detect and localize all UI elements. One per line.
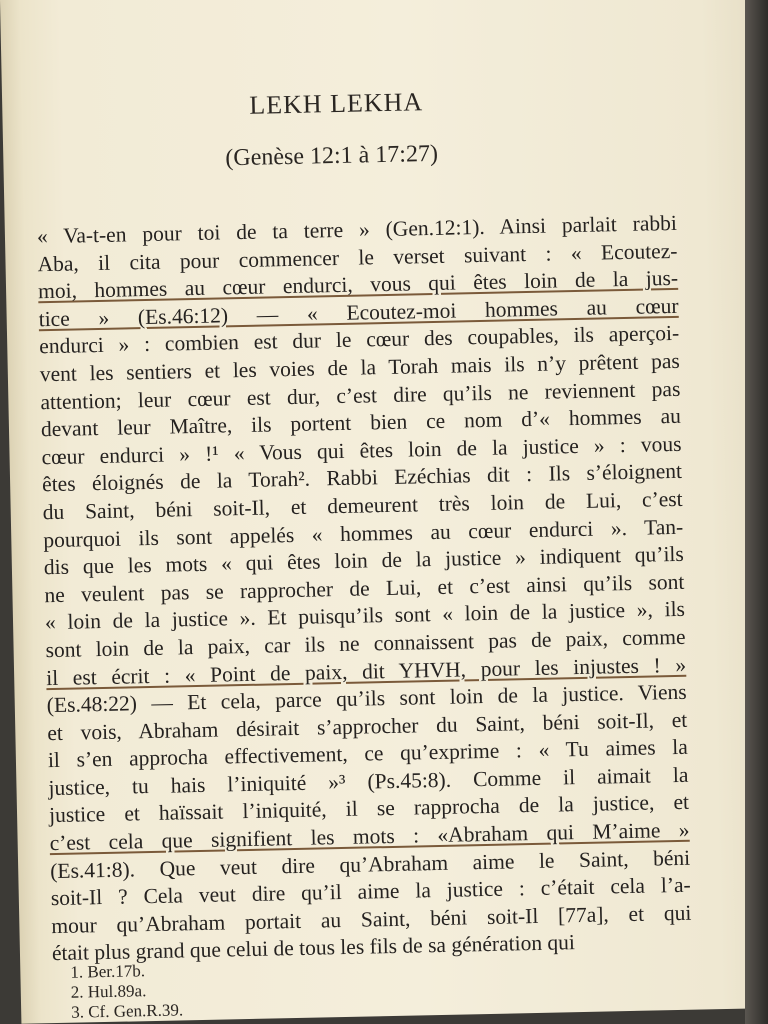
text-line: (Es.41:8). Que veut dire qu’Abraham aime le Saint, béni [49,845,691,883]
text-line: était plus grand que celui de tous les fils de sa génération qui [51,930,576,966]
body-text [37,210,692,968]
text-line: vent les sentiers et les voies de la Torah mais ils n’y prêtent pas [39,348,680,387]
text-line: sont loin de la paix, car ils ne connaissent pas de paix, comme [45,624,686,663]
text-line: il s’en approcha effectivement, ce qu’exprime : « Tu aimes la [47,735,689,773]
text-line: (Es.48:22) — Et cela, parce qu’ils sont loin de la justice. Viens [46,679,687,718]
text-line: il est écrit : « Point de paix, dit YHVH, pour les injustes ! » [45,652,687,690]
footnote: 2. Hul.89a. [70,981,147,1002]
text-line: mour qu’Abraham portait au Saint, béni soit-Il [77a], et qui [51,900,692,938]
text-line: « loin de la justice ». Et puisqu’ils sont « loin de la justice », ils [44,597,686,635]
text-line: cœur endurci » !¹ « Vous qui êtes loin de la justice » : vous [41,431,682,469]
text-line: êtes éloignés de la Torah². Rabbi Ezéchias dit : Ils s’éloignent [41,459,683,497]
text-line: ne veulent pas se rapprocher de Lui, et c’est ainsi qu’ils sont [44,569,685,607]
text-line: devant leur Maître, ils portent bien ce nom d’« hommes au [40,403,682,442]
text-line: et vois, Abraham désirait s’approcher du Saint, béni soit-Il, et [47,707,688,745]
text-line: « Va-t-en pour toi de ta terre » (Gen.12:1). Ainsi parlait rabbi [36,210,678,249]
page-subtitle: (Genèse 12:1 à 17:27) [225,140,439,172]
text-line: moi, hommes au cœur endurci, vous qui êtes loin de la jus- [37,266,679,304]
text-line: justice et haïssait l’iniquité, il se rapprocha de la justice, et [48,790,690,828]
text-line: dis que les mots « qui êtes loin de la justice » indiquent qu’ils [43,541,685,580]
footnotes [70,960,183,1022]
text-line: c’est cela que signifient les mots : «Abraham qui M’aime » [49,817,690,856]
text-line: endurci » : combien est dur le cœur des coupables, ils aperçoi- [39,321,680,359]
text-line: pourquoi ils sont appelés « hommes au cœur endurci ». Tan- [43,514,684,552]
text-line: soit-Il ? Cela veut dire qu’il aime la justice : c’était cela l’a- [50,872,691,911]
text-line: du Saint, béni soit-Il, et demeurent très loin de Lui, c’est [42,486,683,525]
text-line: Aba, il cita pour commencer le verset suivant : « Ecoutez- [37,238,678,276]
text-line: attention; leur cœur est dur, c’est dire qu’ils ne reviennent pas [40,376,681,414]
footnote: 3. Cf. Gen.R.39. [71,1000,184,1022]
footnote: 1. Ber.17b. [70,961,146,982]
text-line: justice, tu hais l’iniquité »³ (Ps.45:8). Comme il aimait la [48,762,689,801]
book-edge-shadow [745,0,768,1024]
page-title: LEKH LEKHA [248,87,424,120]
text-line: tice » (Es.46:12) — « Ecoutez-moi hommes au cœur [38,293,679,332]
